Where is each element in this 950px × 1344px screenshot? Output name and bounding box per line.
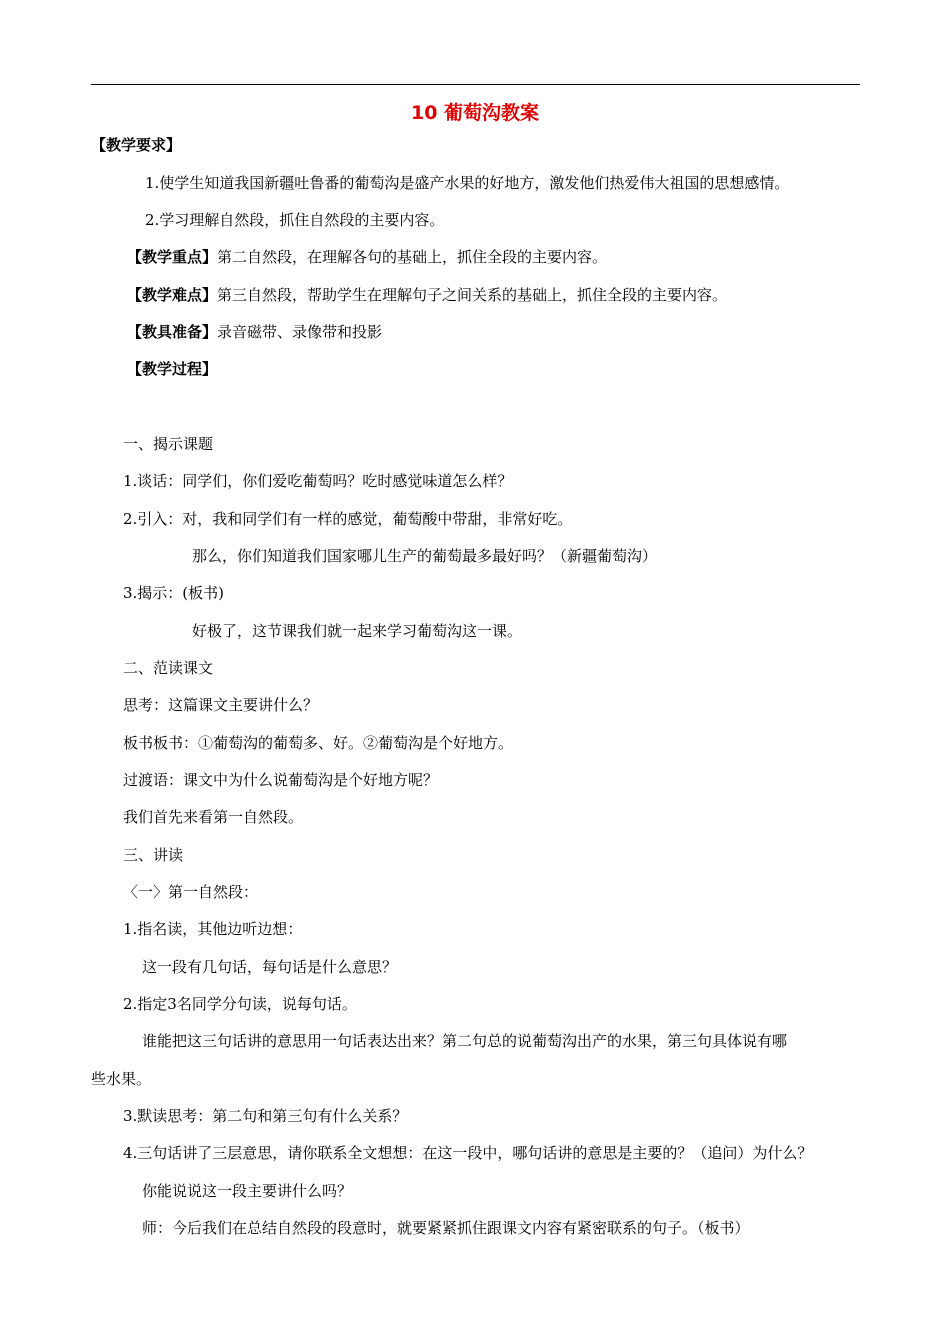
body-line: 2.引入：对，我和同学们有一样的感觉，葡萄酸中带甜，非常好吃。 bbox=[123, 510, 573, 528]
key-point-text: 第二自然段，在理解各句的基础上，抓住全段的主要内容。 bbox=[217, 248, 608, 266]
body-line: 3.揭示：(板书) bbox=[123, 584, 225, 602]
subsection-heading: 〈一〉第一自然段： bbox=[123, 883, 259, 901]
section-heading: 三、讲读 bbox=[123, 846, 184, 864]
body-line: 思考：这篇课文主要讲什么？ bbox=[123, 696, 319, 714]
body-line: 1.谈话：同学们，你们爱吃葡萄吗？吃时感觉味道怎么样？ bbox=[123, 472, 513, 490]
section-heading: 二、范读课文 bbox=[123, 659, 214, 677]
key-point-line bbox=[127, 246, 607, 268]
body-line: 过渡语：课文中为什么说葡萄沟是个好地方呢？ bbox=[123, 771, 439, 789]
tools-label: 【教具准备】 bbox=[127, 323, 218, 341]
difficulty-text: 第三自然段，帮助学生在理解句子之间关系的基础上，抓住全段的主要内容。 bbox=[217, 286, 728, 304]
process-heading: 【教学过程】 bbox=[127, 360, 218, 378]
body-line: 1.指名读，其他边听边想： bbox=[123, 920, 303, 938]
key-point-label: 【教学重点】 bbox=[127, 248, 218, 266]
body-line: 谁能把这三句话讲的意思用一句话表达出来？第二句总的说葡萄沟出产的水果，第三句具体说有哪 bbox=[142, 1032, 788, 1050]
tools-line bbox=[127, 321, 382, 343]
body-line: 4.三句话讲了三层意思，请你联系全文想想：在这一段中，哪句话讲的意思是主要的？（追问）为什么？ bbox=[123, 1144, 813, 1162]
body-line: 你能说说这一段主要讲什么吗？ bbox=[142, 1182, 353, 1200]
body-line: 好极了，这节课我们就一起来学习葡萄沟这一课。 bbox=[192, 622, 523, 640]
difficulty-line bbox=[127, 284, 727, 306]
body-line: 板书板书：①葡萄沟的葡萄多、好。②葡萄沟是个好地方。 bbox=[123, 734, 514, 752]
requirement-item: 1.使学生知道我国新疆吐鲁番的葡萄沟是盛产水果的好地方，激发他们热爱伟大祖国的思想感情。 bbox=[145, 174, 790, 192]
difficulty-label: 【教学难点】 bbox=[127, 286, 218, 304]
body-line: 2.指定3名同学分句读，说每句话。 bbox=[123, 995, 357, 1013]
body-line: 那么，你们知道我们国家哪儿生产的葡萄最多最好吗？（新疆葡萄沟） bbox=[192, 547, 658, 565]
body-line: 3.默读思考：第二句和第三句有什么关系？ bbox=[123, 1107, 408, 1125]
requirement-item: 2.学习理解自然段，抓住自然段的主要内容。 bbox=[145, 211, 445, 229]
body-line: 师：今后我们在总结自然段的段意时，就要紧紧抓住跟课文内容有紧密联系的句子。（板书） bbox=[142, 1219, 750, 1237]
body-line: 这一段有几句话，每句话是什么意思？ bbox=[142, 958, 398, 976]
requirements-heading: 【教学要求】 bbox=[91, 136, 182, 154]
header-rule bbox=[91, 84, 860, 85]
tools-text: 录音磁带、录像带和投影 bbox=[217, 323, 383, 341]
document-title: 10 葡萄沟教案 bbox=[410, 102, 540, 124]
body-line: 些水果。 bbox=[91, 1070, 152, 1088]
section-heading: 一、揭示课题 bbox=[123, 435, 214, 453]
body-line: 我们首先来看第一自然段。 bbox=[123, 808, 304, 826]
